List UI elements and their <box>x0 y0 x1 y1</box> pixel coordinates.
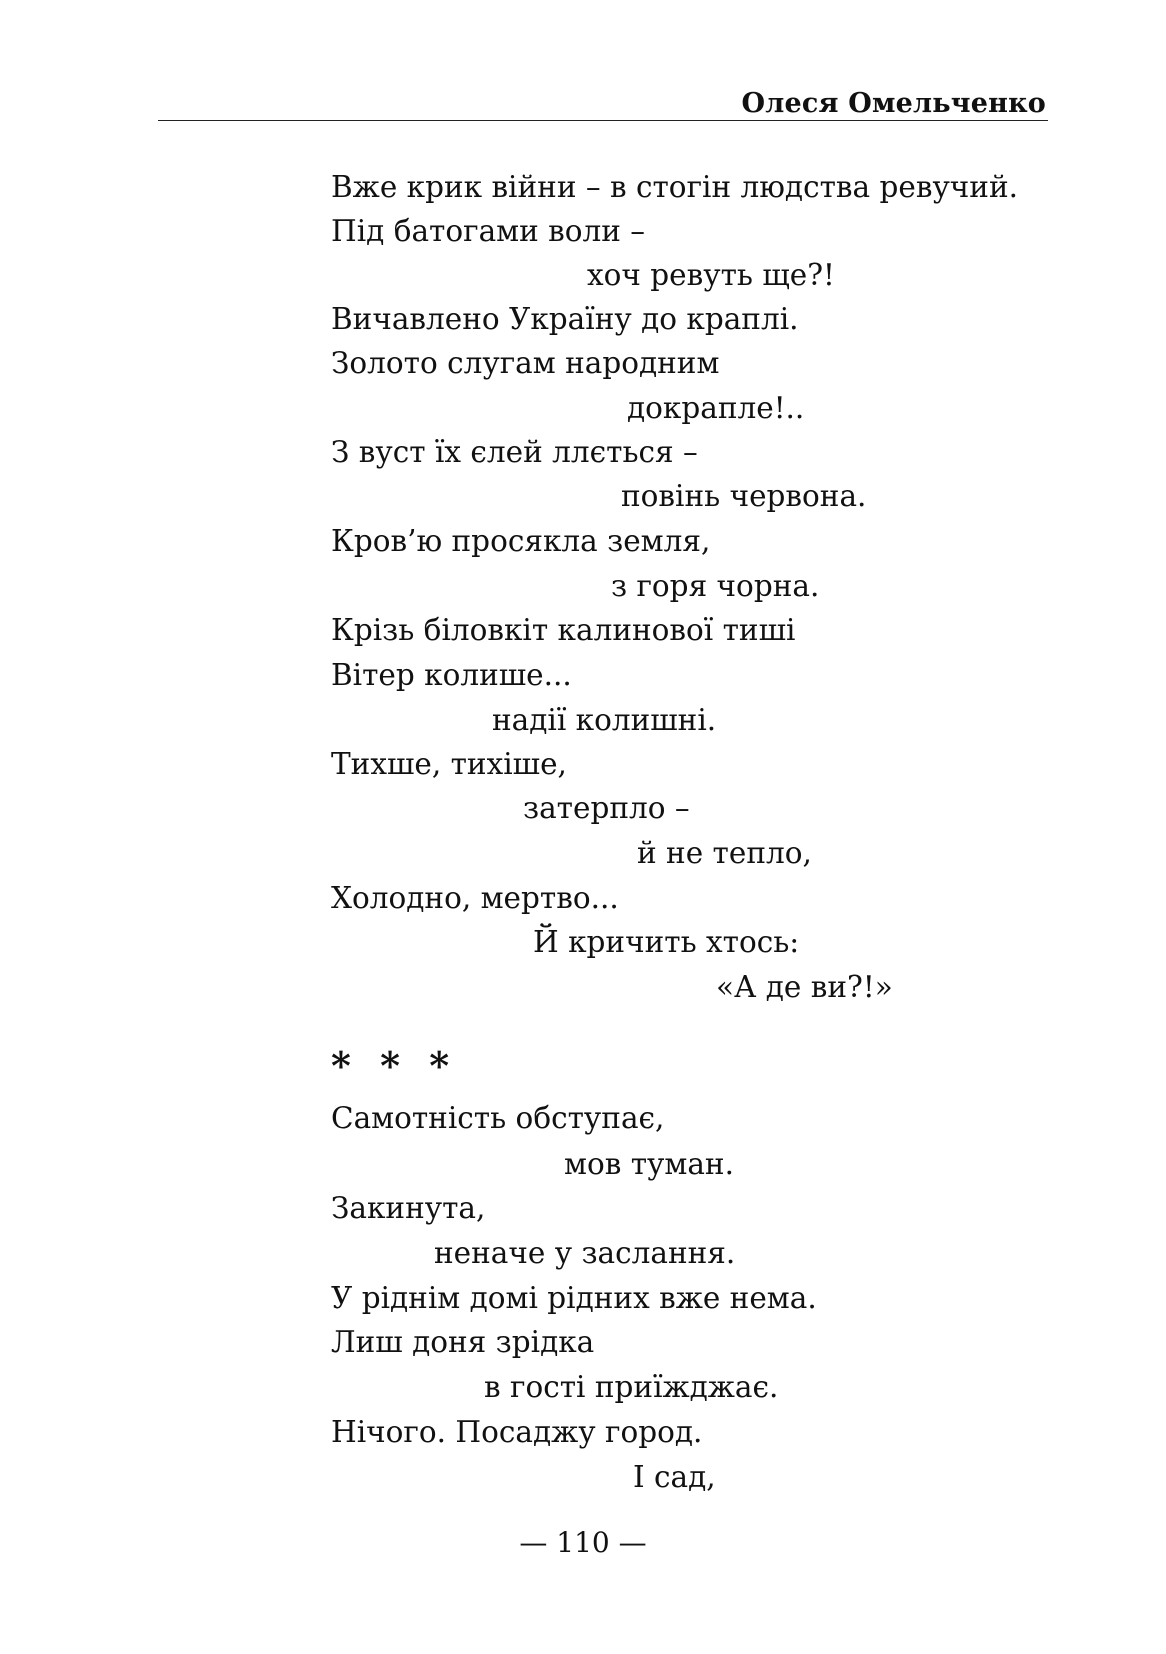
poem-line: Золото слугам народним <box>331 346 720 380</box>
poem-line: Самотність обступає, <box>331 1101 665 1135</box>
poem-line: У ріднім домі рідних вже нема. <box>331 1281 817 1315</box>
running-header <box>158 82 1048 121</box>
poem-line: в гості приїжджає. <box>484 1370 779 1404</box>
poem-line: Вичавлено Україну до краплі. <box>331 302 799 336</box>
poem-line: Лиш доня зрідка <box>331 1325 595 1359</box>
poem-line: повінь червона. <box>621 479 867 513</box>
poem-line: Й кричить хтось: <box>533 925 800 959</box>
poem-line: З вуст їх єлей ллється – <box>331 435 698 469</box>
poem-line: надії колишні. <box>492 703 717 737</box>
poem-line: мов туман. <box>564 1147 734 1181</box>
poem-line: з горя чорна. <box>611 569 820 603</box>
poem-line: Кров’ю просякла земля, <box>331 524 711 558</box>
poem-line: Нічого. Посаджу город. <box>331 1415 703 1449</box>
poem-line: І сад, <box>633 1460 716 1494</box>
poem-line: Під батогами воли – <box>331 214 646 248</box>
poem-line: Тихше, тихіше, <box>331 747 567 781</box>
poem-line: Вітер колише... <box>331 658 572 692</box>
poem-line: Вже крик війни – в стогін людства ревучий. <box>331 170 1019 204</box>
page-number: — 110 — <box>519 1526 647 1559</box>
poem-line: неначе у заслання. <box>434 1236 736 1270</box>
poem-line: Крізь біловкіт калинової тиші <box>331 613 796 647</box>
poem-line: Холодно, мертво... <box>331 881 619 915</box>
poem-line: Закинута, <box>331 1191 486 1225</box>
poem-line: докрапле!.. <box>627 391 805 425</box>
poem-line: затерпло – <box>523 791 690 825</box>
poem-line: хоч ревуть ще?! <box>587 258 835 292</box>
section-separator: * * * <box>331 1043 458 1088</box>
poem-line: «А де ви?!» <box>716 970 893 1004</box>
poem-line: й не тепло, <box>637 836 812 870</box>
author-name: Олеся Омельченко <box>741 88 1046 119</box>
